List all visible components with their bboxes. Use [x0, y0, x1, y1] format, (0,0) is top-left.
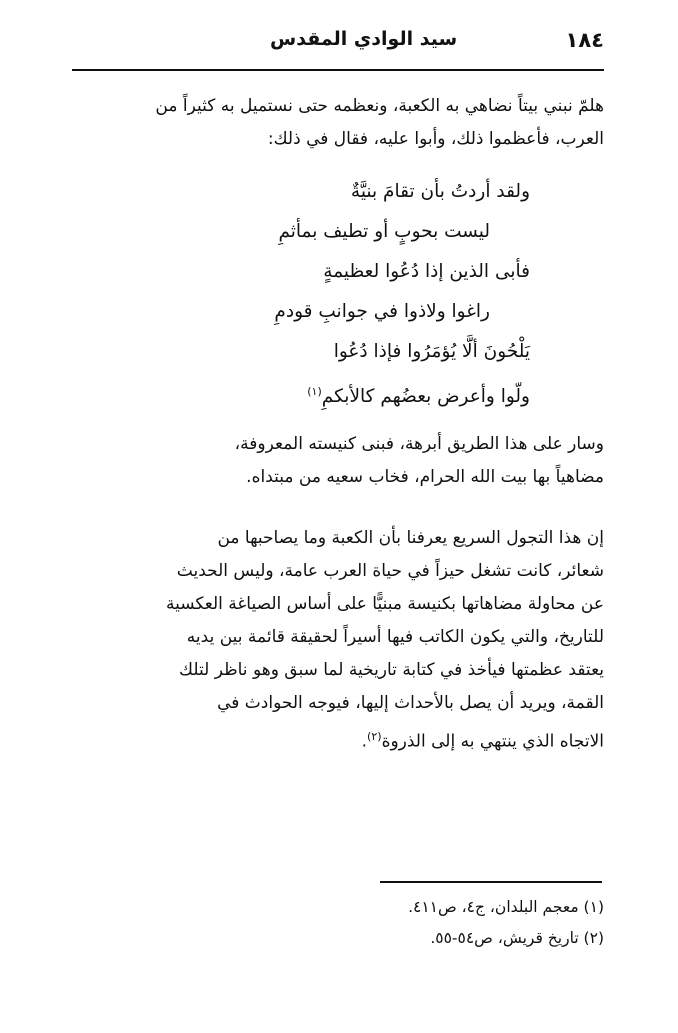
- poem-verse-last: [110, 372, 530, 417]
- footnote-marker: (٢): [367, 730, 382, 743]
- text-line: العرب، فأعظموا ذلك، وأبوا عليه، فقال في ذلك:: [267, 129, 604, 149]
- poem-verse: ولقد أردتُ بأن تقامَ بنيَّةٌ: [350, 181, 530, 202]
- abraha-paragraph: [72, 428, 604, 494]
- text-line: يعتقد عظمتها فيأخذ في كتابة تاريخية لما سبق وهو ناظر لتلك: [179, 660, 604, 680]
- footnote-marker: (١): [307, 385, 322, 398]
- text-line: هلمّ نبني بيتاً نضاهي به الكعبة، ونعظمه حتى نستميل به كثيراً من: [155, 96, 604, 116]
- running-title: سيد الوادي المقدس: [270, 28, 458, 50]
- header-rule: [72, 69, 604, 71]
- footnote-rule: [380, 881, 602, 883]
- text-line: عن محاولة مضاهاتها بكنيسة مبنيًّا على أساس الصياغة العكسية: [165, 594, 604, 614]
- text-line: الاتجاه الذي ينتهي به إلى الذروة: [381, 731, 604, 752]
- end-punctuation: .: [361, 731, 368, 752]
- poem-verse: فأبى الذين إذا دُعُوا لعظيمةٍ: [323, 261, 530, 282]
- text-line: إن هذا التجول السريع يعرفنا بأن الكعبة وما يصاحبها من: [217, 528, 604, 548]
- text-line: وسار على هذا الطريق أبرهة، فبنى كنيسته المعروفة،: [234, 434, 604, 454]
- poem-verse-text: ولّوا وأعرض بعضُهم كالأبكمِ: [321, 386, 530, 408]
- footnote: (١) معجم البلدان، ج٤، ص٤١١.: [408, 898, 604, 916]
- poem-verse: راغوا ولاذوا في جوانبِ قودمِ: [274, 301, 490, 322]
- poem-verse: ليست بحوبٍ أو تطيف بمأثمِ: [278, 221, 490, 242]
- page-number: ١٨٤: [565, 28, 604, 52]
- text-line: شعائر، كانت تشغل حيزاً في حياة العرب عامة، وليس الحديث: [176, 561, 604, 581]
- footnotes: [72, 892, 604, 954]
- page-header: [72, 28, 604, 62]
- main-paragraph: [72, 522, 604, 759]
- text-line: القمة، ويريد أن يصل بالأحداث إليها، فيوجه الحوادث في: [217, 693, 604, 713]
- text-line: مضاهياً بها بيت الله الحرام، فخاب سعيه من مبتداه.: [246, 467, 604, 487]
- poem-verse: يَلْحُونَ ألَّا يُؤمَرُوا فإذا دُعُوا: [333, 341, 530, 362]
- intro-paragraph: [72, 90, 604, 156]
- footnote: (٢) تاريخ قريش، ص٥٤-٥٥.: [430, 929, 604, 947]
- poem: [110, 172, 530, 417]
- text-line-last: [72, 720, 604, 759]
- text-line: للتاريخ، والتي يكون الكاتب فيها أسيراً لحقيقة قائمة بين يديه: [186, 627, 604, 647]
